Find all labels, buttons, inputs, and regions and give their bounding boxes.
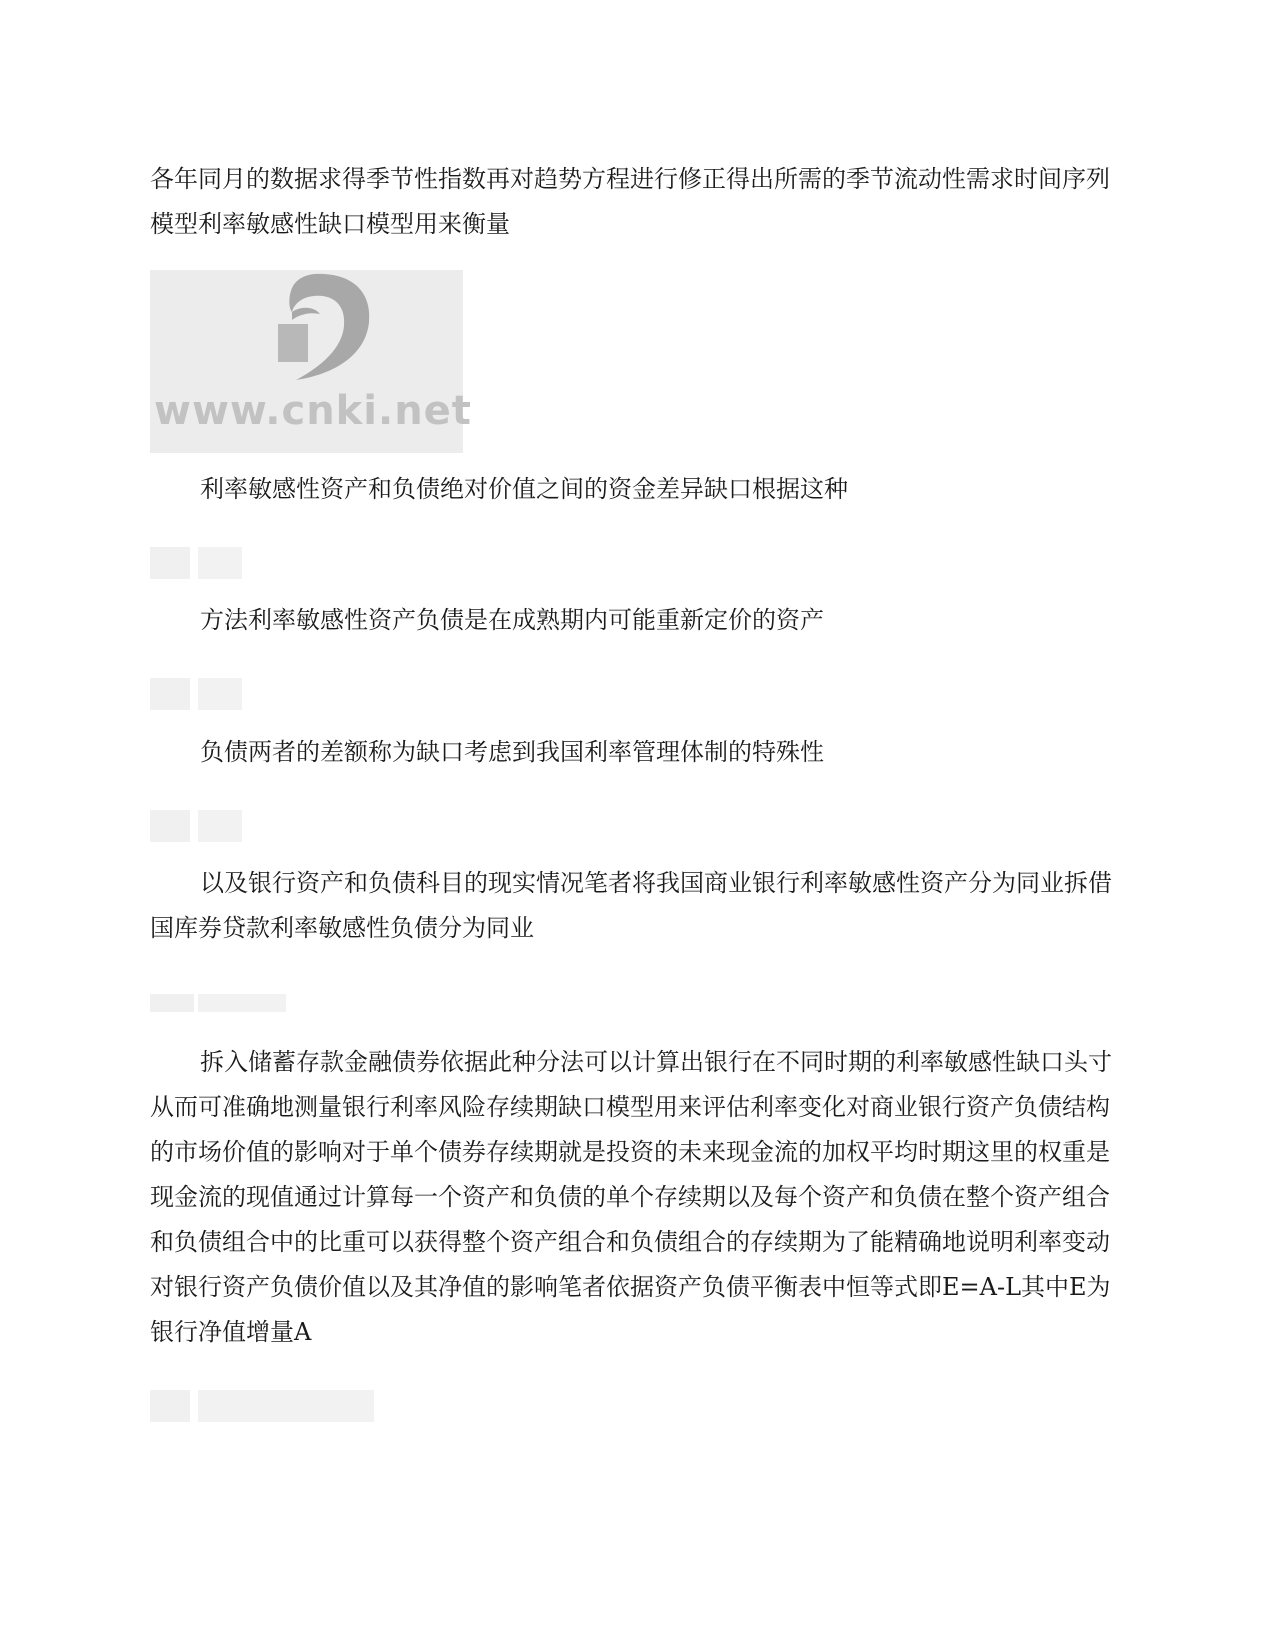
image-placeholder [198,547,242,579]
cnki-logo-text: www.cnki.net [154,388,472,434]
image-placeholder [150,678,190,710]
paragraph-1: 各年同月的数据求得季节性指数再对趋势方程进行修正得出所需的季节流动性需求时间序列模型利率敏感性缺口模型用来衡量 [150,165,1110,238]
paragraph-5: 以及银行资产和负债科目的现实情况笔者将我国商业银行利率敏感性资产分为同业拆借国库券贷款利率敏感性负债分为同业 [150,869,1112,942]
image-placeholder [150,547,190,579]
paragraph-3: 方法利率敏感性资产负债是在成熟期内可能重新定价的资产 [200,606,824,634]
cnki-logo-icon [230,270,390,390]
image-placeholder [150,1390,190,1422]
image-placeholder [198,994,286,1012]
image-placeholder [198,810,242,842]
cnki-watermark-image [150,270,472,453]
image-placeholder [198,1390,374,1422]
paragraph-6: 拆入储蓄存款金融债券依据此种分法可以计算出银行在不同时期的利率敏感性缺口头寸从而可准确地测量银行利率风险存续期缺口模型用来评估利率变化对商业银行资产负债结构的市场价值的影响对于单个债券存续期就是投资的未来现金流的加权平均时期这里的权重是现金流的现值通过计算每一个资产和负债的单个存续期以及每个资产和负债在整个资产组合和负债组合中的比重可以获得整个资产组合和负债组合的存续期为了能精确地说明利率变动对银行资产负债价值以及其净值的影响笔者依据资产负债平衡表中恒等式即E=A-L其中E为银行净值增量A [150,1048,1112,1346]
paragraph-2: 利率敏感性资产和负债绝对价值之间的资金差异缺口根据这种 [200,475,848,503]
image-placeholder [150,994,194,1012]
image-placeholder [198,678,242,710]
image-placeholder [150,810,190,842]
paragraph-4: 负债两者的差额称为缺口考虑到我国利率管理体制的特殊性 [200,738,824,766]
